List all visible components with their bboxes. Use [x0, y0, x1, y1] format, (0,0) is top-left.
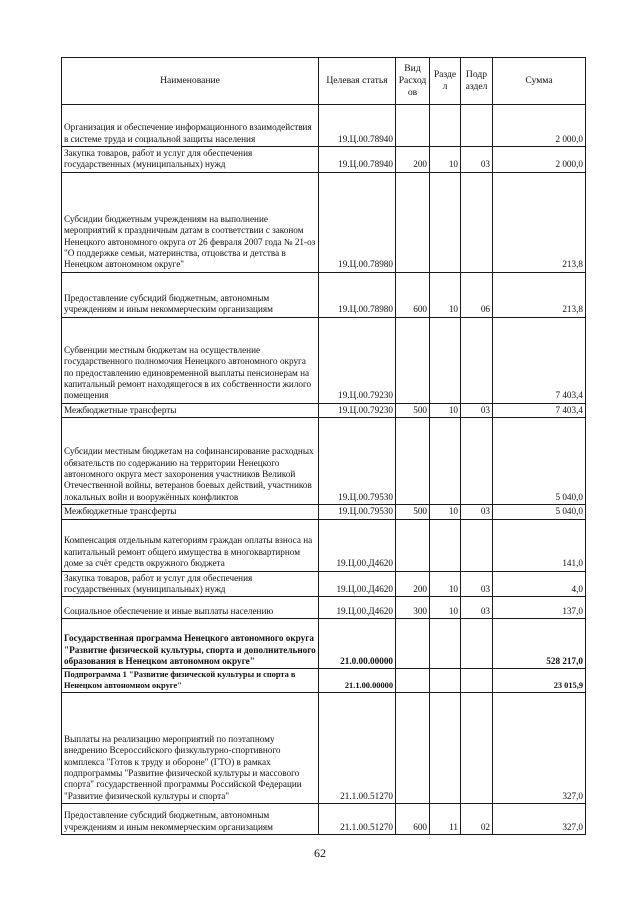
cell-podr: 03 [461, 147, 493, 173]
cell-vid: 500 [396, 505, 430, 519]
cell-razd [430, 693, 461, 804]
header-podr: Подр аздел [461, 58, 493, 105]
page-number: 62 [314, 846, 326, 860]
cell-razd [430, 519, 461, 571]
table-row [62, 172, 586, 272]
cell-razd: 10 [430, 571, 461, 597]
cell-vid [396, 669, 430, 693]
cell-vid [396, 317, 430, 403]
cell-sum: 7 403,4 [493, 403, 586, 417]
cell-razd: 10 [430, 597, 461, 619]
cell-vid: 200 [396, 571, 430, 597]
cell-sum: 141,0 [493, 519, 586, 571]
cell-vid: 600 [396, 804, 430, 835]
table-row [62, 669, 586, 693]
cell-sum: 7 403,4 [493, 317, 586, 403]
cell-podr [461, 693, 493, 804]
cell-name: Социальное обеспечение и иные выплаты населению [62, 597, 319, 619]
cell-razd [430, 105, 461, 147]
cell-name: Государственная программа Ненецкого автономного округа "Развитие физической культуры, спорта и дополнительного образования в Ненецком автономном округе" [62, 619, 319, 669]
cell-code: 21.1.00.51270 [319, 693, 396, 804]
cell-name: Субвенции местным бюджетам на осуществление государственного полномочия Ненецкого автономного округа по предоставлению единовременной выплаты пенсионерам на капитальный ремонт находящегося в их собственности жилого помещения [62, 317, 319, 403]
cell-vid [396, 519, 430, 571]
cell-vid: 300 [396, 597, 430, 619]
cell-razd: 10 [430, 147, 461, 173]
table-row [62, 317, 586, 403]
header-vid: Вид Расход ов [396, 58, 430, 105]
cell-name: Организация и обеспечение информационного взаимодействия в системе труда и социальной защиты населения [62, 105, 319, 147]
cell-podr [461, 418, 493, 505]
cell-podr: 06 [461, 272, 493, 317]
cell-sum: 213,8 [493, 172, 586, 272]
cell-code: 19.Ц.00.Д4620 [319, 571, 396, 597]
cell-podr [461, 669, 493, 693]
cell-razd [430, 619, 461, 669]
cell-razd: 10 [430, 272, 461, 317]
header-code: Целевая статья [319, 58, 396, 105]
table-header-row [62, 58, 586, 105]
cell-podr: 03 [461, 403, 493, 417]
table-row [62, 418, 586, 505]
table-row [62, 804, 586, 835]
cell-sum: 528 217,0 [493, 619, 586, 669]
cell-vid [396, 693, 430, 804]
cell-razd: 10 [430, 403, 461, 417]
cell-code: 19.Ц.00.78940 [319, 105, 396, 147]
cell-code: 19.Ц.00.79230 [319, 403, 396, 417]
cell-sum: 23 015,9 [493, 669, 586, 693]
cell-razd [430, 317, 461, 403]
cell-vid: 600 [396, 272, 430, 317]
table-row [62, 519, 586, 571]
header-name: Наименование [62, 58, 319, 105]
table-row [62, 272, 586, 317]
cell-razd [430, 172, 461, 272]
cell-podr: 02 [461, 804, 493, 835]
cell-vid [396, 418, 430, 505]
cell-code: 19.Ц.00.79530 [319, 418, 396, 505]
table-row [62, 597, 586, 619]
table-row [62, 619, 586, 669]
cell-name: Компенсация отдельным категориям граждан оплаты взноса на капитальный ремонт общего имущества в многоквартирном доме за счёт средств окружного бюджета [62, 519, 319, 571]
cell-podr [461, 105, 493, 147]
header-sum: Сумма [493, 58, 586, 105]
cell-razd: 11 [430, 804, 461, 835]
cell-name: Подпрограмма 1 "Развитие физической культуры и спорта в Ненецком автономном округе" [62, 669, 319, 693]
cell-name: Субсидии местным бюджетам на софинансирование расходных обязательств по содержанию на территории Ненецкого автономного округа мест захоронения участников Великой Отечественной войны, ветеранов боевых действий, участников локальных войн и вооружённых конфликтов [62, 418, 319, 505]
cell-name: Межбюджетные трансферты [62, 403, 319, 417]
cell-code: 19.Ц.00.Д4620 [319, 597, 396, 619]
table-row [62, 505, 586, 519]
cell-vid: 200 [396, 147, 430, 173]
table-row [62, 147, 586, 173]
table-row [62, 105, 586, 147]
cell-podr [461, 172, 493, 272]
cell-sum: 5 040,0 [493, 418, 586, 505]
cell-code: 19.Ц.00.78980 [319, 172, 396, 272]
cell-name: Субсидии бюджетным учреждениям на выполнение мероприятий к праздничным датам в соответствии с законом Ненецкого автономного округа от 26 февраля 2007 года № 21-оз "О поддержке семьи, материнства, отцовства и детства в Ненецком автономном округе" [62, 172, 319, 272]
cell-code: 19.Ц.00.78940 [319, 147, 396, 173]
cell-name: Закупка товаров, работ и услуг для обеспечения государственных (муниципальных) нужд [62, 571, 319, 597]
cell-vid [396, 172, 430, 272]
cell-vid [396, 619, 430, 669]
cell-sum: 327,0 [493, 804, 586, 835]
cell-razd [430, 418, 461, 505]
cell-sum: 2 000,0 [493, 105, 586, 147]
header-razd: Разде л [430, 58, 461, 105]
cell-podr: 03 [461, 597, 493, 619]
cell-podr [461, 317, 493, 403]
cell-name: Выплаты на реализацию мероприятий по поэтапному внедрению Всероссийского физкультурно-спортивного комплекса "Готов к труду и обороне" (ГТО) в рамках подпрограммы "Развитие физической культуры и массового спорта" государственной программы Российской Федерации "Развитие физической культуры и спорта" [62, 693, 319, 804]
table-row [62, 693, 586, 804]
cell-sum: 4,0 [493, 571, 586, 597]
cell-sum: 5 040,0 [493, 505, 586, 519]
cell-sum: 2 000,0 [493, 147, 586, 173]
table-row [62, 403, 586, 417]
cell-sum: 137,0 [493, 597, 586, 619]
cell-name: Предоставление субсидий бюджетным, автономным учреждениям и иным некоммерческим организациям [62, 272, 319, 317]
cell-podr [461, 619, 493, 669]
cell-name: Предоставление субсидий бюджетным, автономным учреждениям и иным некоммерческим организациям [62, 804, 319, 835]
cell-code: 21.1.00.00000 [319, 669, 396, 693]
cell-podr: 03 [461, 571, 493, 597]
cell-podr [461, 519, 493, 571]
cell-vid: 500 [396, 403, 430, 417]
table-row [62, 571, 586, 597]
cell-podr: 03 [461, 505, 493, 519]
cell-sum: 213,8 [493, 272, 586, 317]
cell-code: 19.Ц.00.78980 [319, 272, 396, 317]
cell-code: 19.Ц.00.79530 [319, 505, 396, 519]
cell-name: Межбюджетные трансферты [62, 505, 319, 519]
cell-code: 21.1.00.51270 [319, 804, 396, 835]
cell-razd: 10 [430, 505, 461, 519]
budget-table [61, 57, 586, 835]
cell-name: Закупка товаров, работ и услуг для обеспечения государственных (муниципальных) нужд [62, 147, 319, 173]
table-body [62, 105, 586, 835]
cell-code: 19.Ц.00.79230 [319, 317, 396, 403]
cell-sum: 327,0 [493, 693, 586, 804]
cell-code: 21.0.00.00000 [319, 619, 396, 669]
cell-vid [396, 105, 430, 147]
cell-code: 19.Ц.00.Д4620 [319, 519, 396, 571]
cell-razd [430, 669, 461, 693]
